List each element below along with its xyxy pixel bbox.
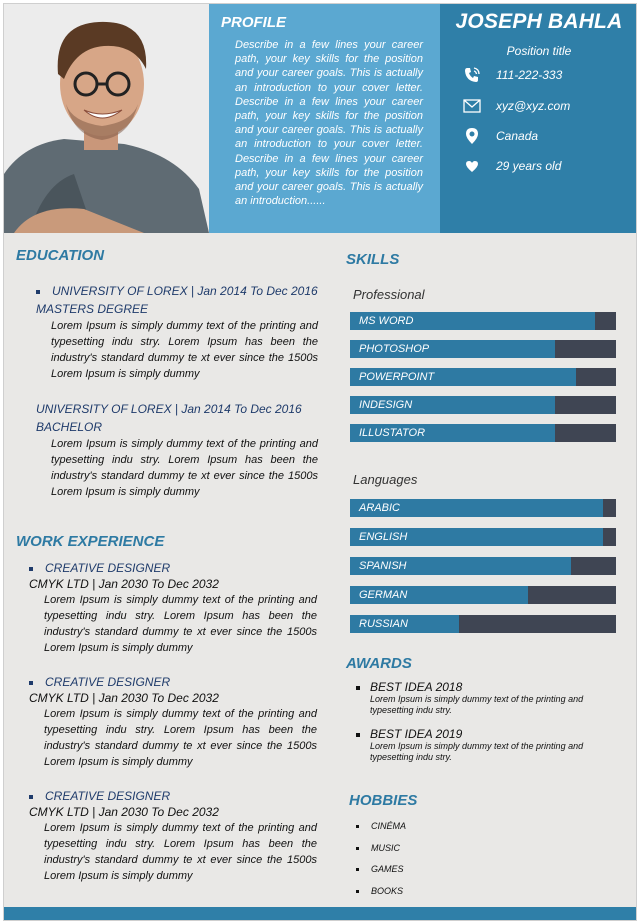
contact-email-row [462, 97, 570, 115]
skill-name: SPANISH [359, 560, 407, 572]
skill-bar [350, 528, 616, 546]
education-entry [36, 284, 318, 382]
skill-bar [350, 396, 616, 414]
education-school-line: UNIVERSITY OF LOREX | Jan 2014 To Dec 2016 [36, 402, 302, 416]
work-description: Lorem Ipsum is simply dummy text of the printing and typesetting indu stry. Lorem Ipsum has been the industry's standard dummy te xt ever since the 1500s Lorem Ipsum is simply dummy [44, 708, 317, 768]
skill-bar [350, 424, 616, 442]
bullet-icon [356, 847, 359, 850]
bullet-icon [356, 686, 360, 690]
candidate-name: JOSEPH BAHLA [455, 10, 623, 33]
resume-page [3, 3, 637, 921]
bullet-icon [356, 733, 360, 737]
hobby-item: CINÉMA [356, 821, 406, 831]
profile-section [209, 4, 440, 233]
profile-photo-illustration [4, 4, 209, 233]
phone-icon [462, 66, 482, 84]
profile-photo [4, 4, 209, 233]
skill-bar [350, 615, 616, 633]
footer-bar [4, 907, 637, 921]
work-entry [29, 675, 317, 770]
work-experience-heading: WORK EXPERIENCE [16, 533, 165, 550]
skill-name: GERMAN [359, 589, 408, 601]
work-role: CREATIVE DESIGNER [29, 561, 317, 575]
skill-bar [350, 586, 616, 604]
location: Canada [496, 129, 539, 143]
work-company: CMYK LTD | Jan 2030 To Dec 2032 [29, 691, 219, 705]
hobby-item: BOOKS [356, 886, 403, 896]
skill-name: ARABIC [359, 502, 400, 514]
contact-location-row [462, 127, 538, 145]
bullet-icon [356, 890, 359, 893]
education-degree: MASTERS DEGREE [36, 302, 149, 316]
award-description: Lorem Ipsum is simply dummy text of the printing and typesetting indu stry. [370, 694, 584, 715]
work-company: CMYK LTD | Jan 2030 To Dec 2032 [29, 805, 219, 819]
education-school-line: UNIVERSITY OF LOREX | Jan 2014 To Dec 2016 [36, 284, 318, 298]
position-title: Position title [506, 44, 572, 58]
skill-name: ENGLISH [359, 531, 408, 543]
skills-heading: SKILLS [346, 251, 400, 268]
education-entry [36, 402, 318, 500]
skill-name: ILLUSTATOR [359, 427, 426, 439]
work-description: Lorem Ipsum is simply dummy text of the printing and typesetting indu stry. Lorem Ipsum has been the industry's standard dummy te xt ever since the 1500s Lorem Ipsum is simply dummy [44, 822, 317, 882]
skill-bar [350, 312, 616, 330]
work-entry [29, 789, 317, 884]
skill-name: POWERPOINT [359, 371, 435, 383]
skill-name: MS WORD [359, 315, 414, 327]
work-company: CMYK LTD | Jan 2030 To Dec 2032 [29, 577, 219, 591]
envelope-icon [462, 97, 482, 115]
contact-phone-row [462, 66, 562, 84]
award-item [356, 680, 616, 716]
skill-bar [350, 340, 616, 358]
bullet-icon [36, 290, 40, 294]
awards-heading: AWARDS [346, 655, 412, 672]
languages-label: Languages [353, 472, 418, 487]
contact-age-row [462, 157, 561, 175]
skill-name: RUSSIAN [359, 618, 408, 630]
award-description: Lorem Ipsum is simply dummy text of the printing and typesetting indu stry. [370, 741, 584, 762]
profile-summary: Describe in a few lines your career path, your key skills for the position and your career goals. This is actually an introduction to your cover letter. Describe in a few lines your career path, your key skills for the position and your career goals. This is actually an introduction to your cover letter. Describe in a few lines your career path, your key skills for the position and your career goals. This is actually an introduction...... [235, 39, 423, 208]
education-description: Lorem Ipsum is simply dummy text of the printing and typesetting indu stry. Lorem Ipsum has been the industry's standard dummy te xt ever since the 1500s Lorem Ipsum is simply dummy [51, 320, 318, 380]
hobbies-heading: HOBBIES [349, 792, 418, 809]
email-address: xyz@xyz.com [496, 99, 571, 113]
age: 29 years old [496, 159, 562, 173]
profile-heading: PROFILE [221, 14, 287, 31]
education-description: Lorem Ipsum is simply dummy text of the printing and typesetting indu stry. Lorem Ipsum has been the industry's standard dummy te xt ever since the 1500s Lorem Ipsum is simply dummy [51, 438, 318, 498]
award-item [356, 727, 616, 763]
resume-header [4, 4, 637, 233]
education-heading: EDUCATION [16, 247, 105, 264]
bullet-icon [29, 795, 33, 799]
education-degree: BACHELOR [36, 420, 103, 434]
work-role: CREATIVE DESIGNER [29, 789, 317, 803]
skill-bar [350, 368, 616, 386]
hobby-item: GAMES [356, 864, 404, 874]
skill-bar [350, 557, 616, 575]
bullet-icon [356, 868, 359, 871]
heart-icon [462, 157, 482, 175]
work-role: CREATIVE DESIGNER [29, 675, 317, 689]
hobby-item: MUSIC [356, 843, 400, 853]
contact-section [440, 4, 637, 233]
skill-name: INDESIGN [359, 399, 413, 411]
work-entry [29, 561, 317, 656]
professional-skills-label: Professional [353, 287, 425, 302]
award-title: BEST IDEA 2019 [356, 727, 616, 741]
work-description: Lorem Ipsum is simply dummy text of the printing and typesetting indu stry. Lorem Ipsum has been the industry's standard dummy te xt ever since the 1500s Lorem Ipsum is simply dummy [44, 594, 317, 654]
bullet-icon [29, 681, 33, 685]
award-title: BEST IDEA 2018 [356, 680, 616, 694]
bullet-icon [356, 825, 359, 828]
skill-name: PHOTOSHOP [359, 343, 430, 355]
bullet-icon [29, 567, 33, 571]
location-pin-icon [462, 127, 482, 145]
skill-bar [350, 499, 616, 517]
phone-number: 111-222-333 [496, 68, 563, 82]
